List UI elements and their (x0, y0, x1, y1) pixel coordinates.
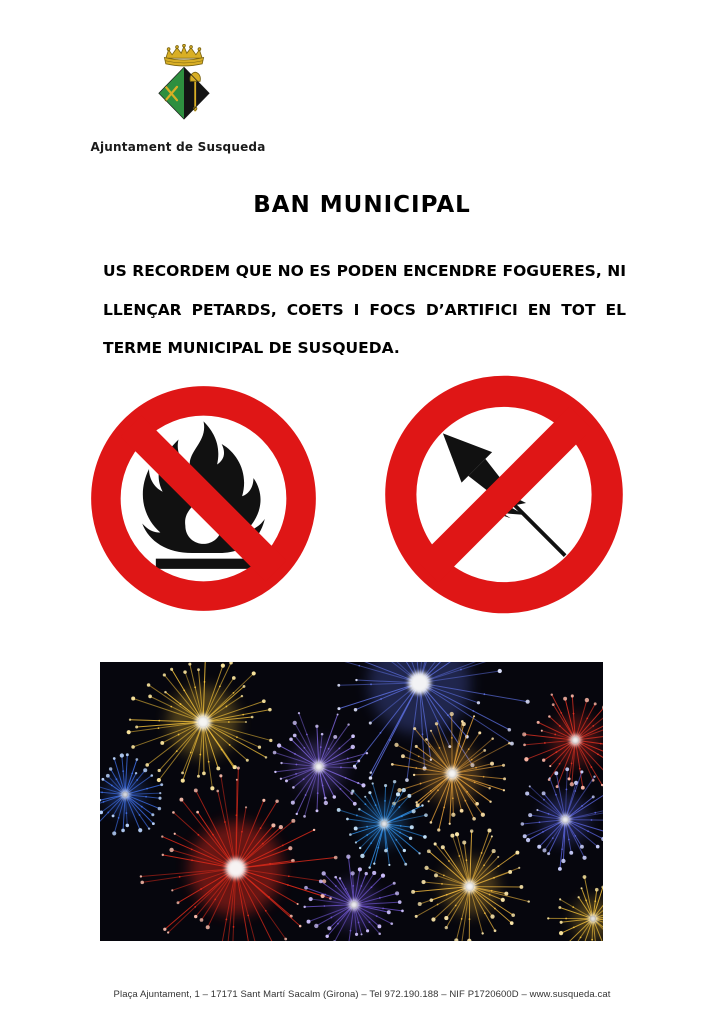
org-name-label: Ajuntament de Susqueda (90, 140, 266, 154)
no-fireworks-sign (384, 373, 624, 616)
notice-line-2: LLENÇAR PETARDS, COETS I FOCS D’ARTIFICI EN TOT EL (103, 300, 626, 319)
fireworks-photo (100, 662, 603, 941)
footer-address: Plaça Ajuntament, 1 – 17171 Sant Martí Sacalm (Girona) – Tel 972.190.188 – NIF P1720600D – www.susqueda.cat (113, 989, 611, 1000)
shield-icon (159, 67, 209, 119)
no-fire-icon (90, 381, 317, 616)
notice-line-1: US RECORDEM QUE NO ES PODEN ENCENDRE FOGUERES, NI (103, 262, 626, 280)
no-bonfire-sign (90, 381, 317, 616)
page-title: BAN MUNICIPAL (253, 192, 471, 218)
notice-line-3: TERME MUNICIPAL DE SUSQUEDA. (103, 339, 400, 357)
notice-text (103, 252, 626, 368)
no-firework-rocket-icon (384, 373, 624, 616)
crown-icon (164, 44, 203, 66)
susqueda-coat-of-arms-icon (149, 44, 219, 120)
